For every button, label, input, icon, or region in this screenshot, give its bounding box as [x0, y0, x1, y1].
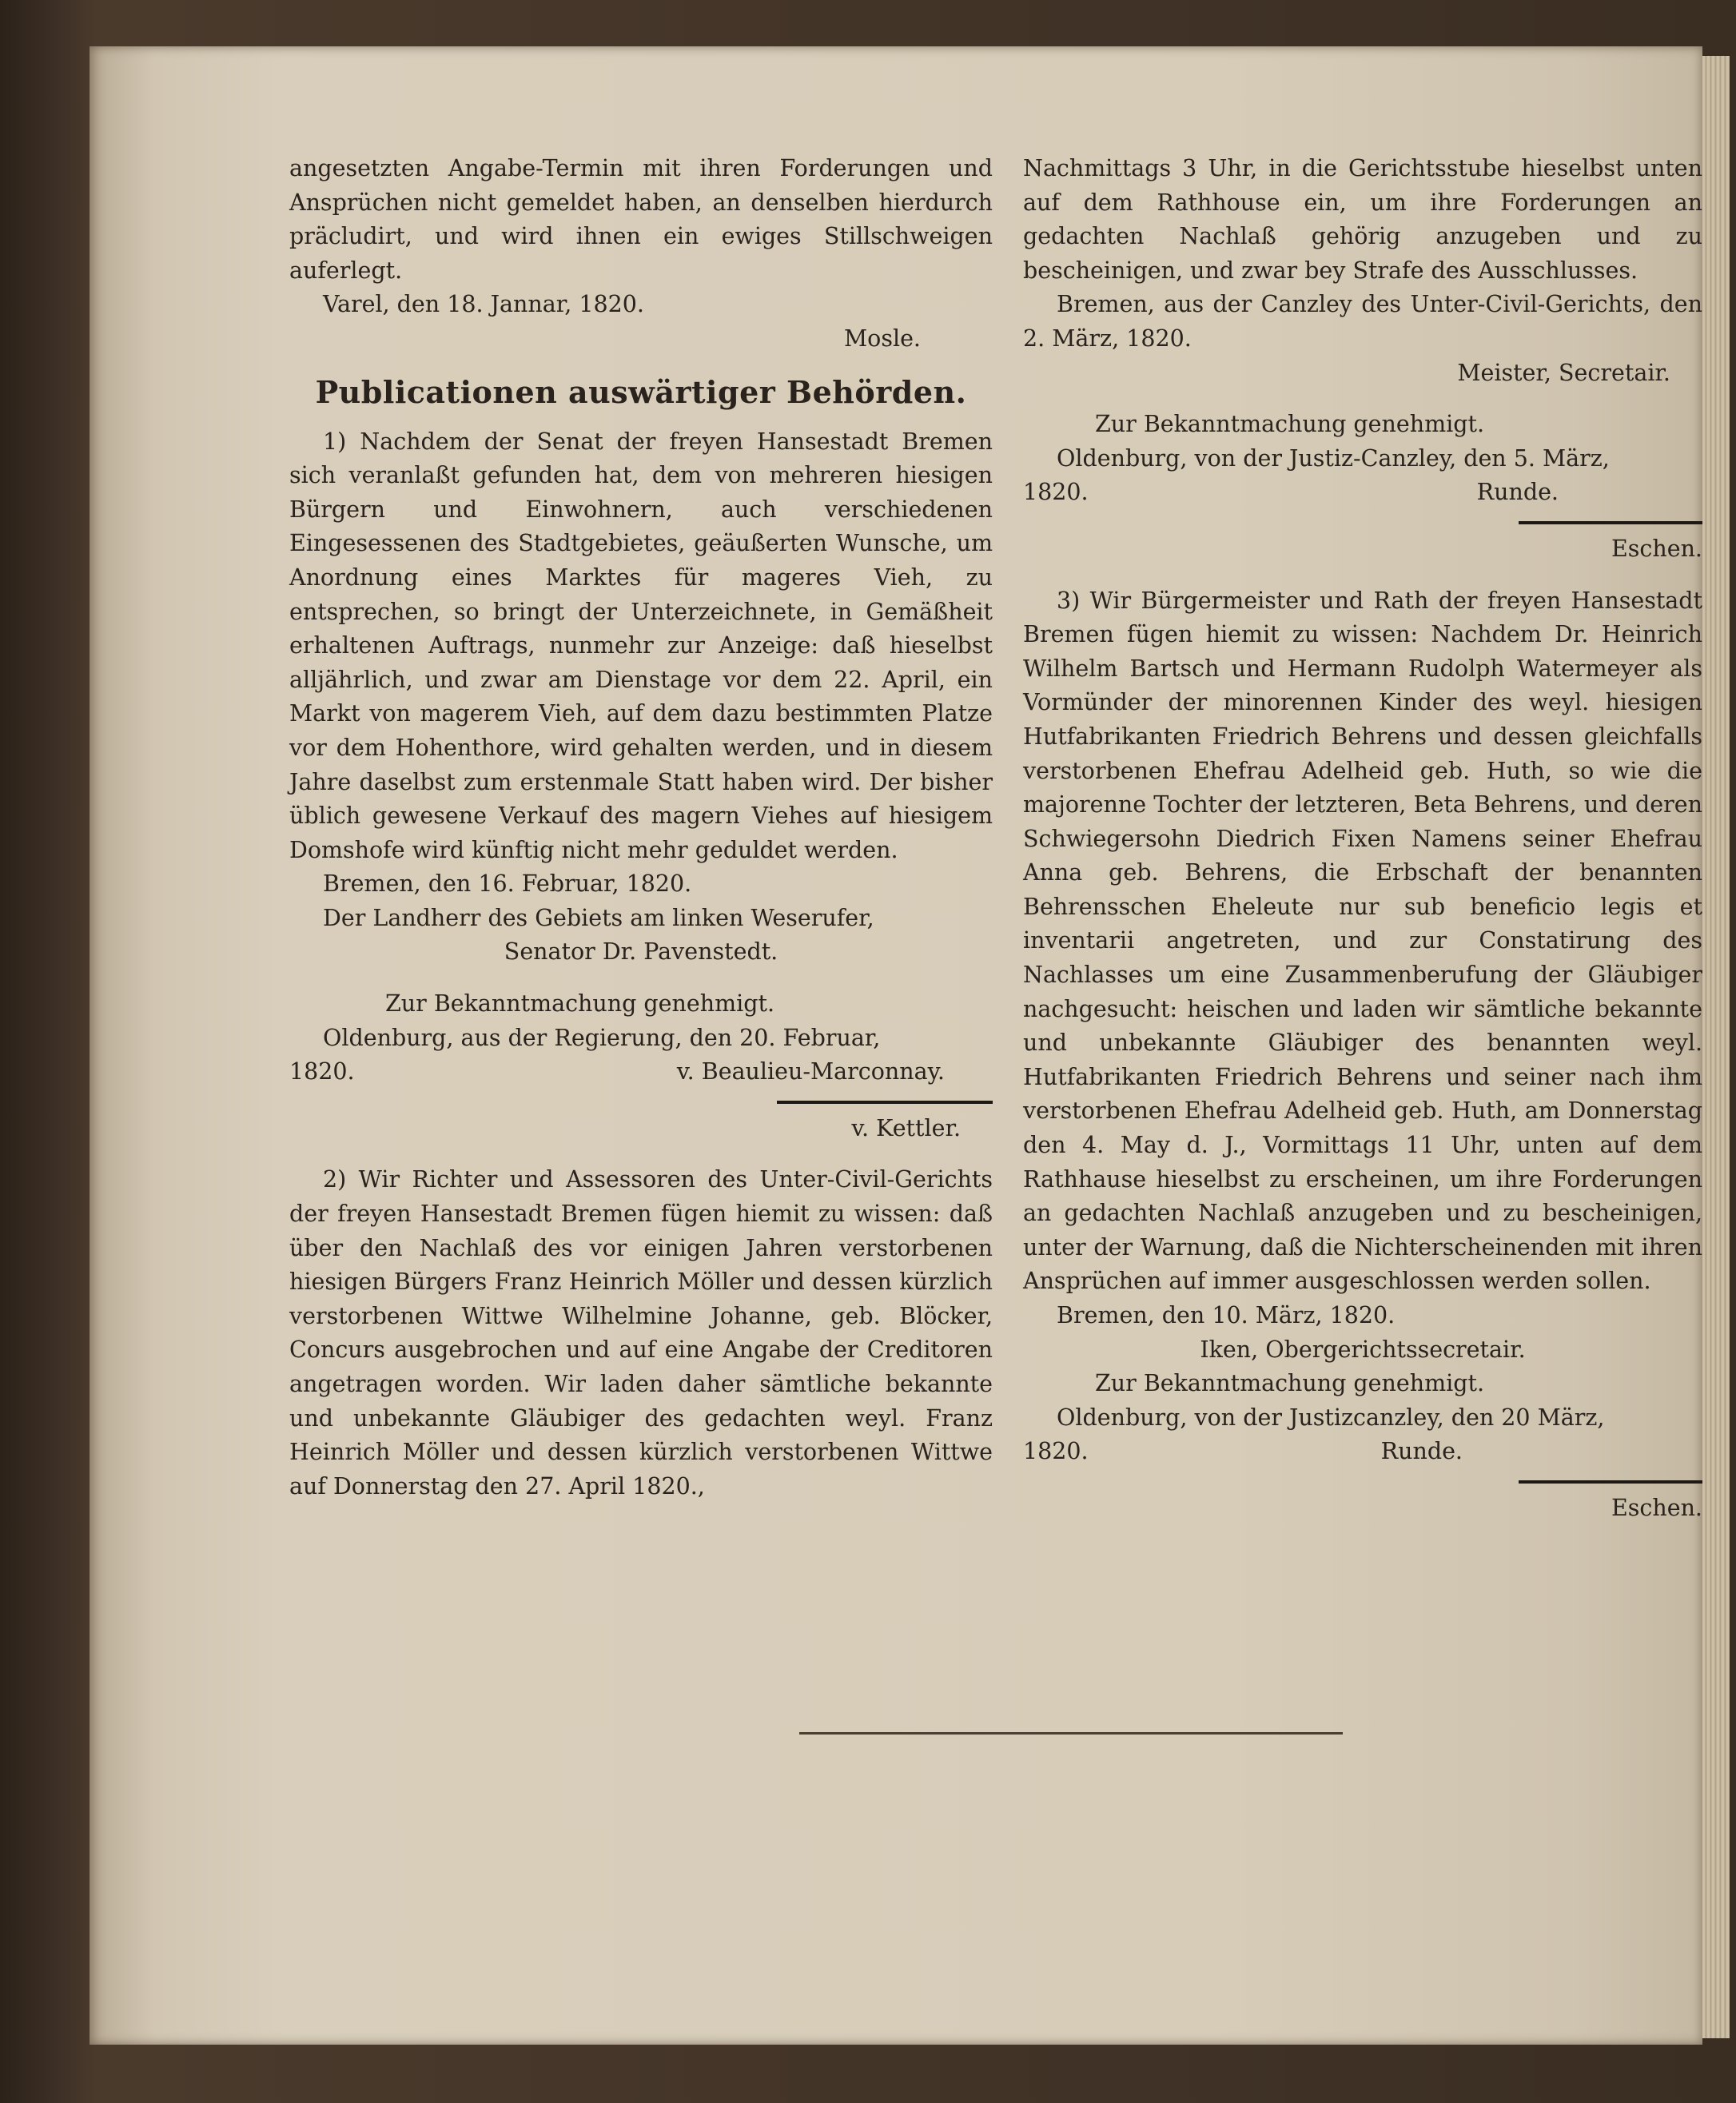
notice-1-signer-line-2: Senator Dr. Pavenstedt. [504, 938, 778, 966]
right-countersign: Eschen. [1611, 535, 1702, 562]
notice-3-number: 3) [1057, 587, 1081, 614]
left-column [289, 152, 993, 1504]
separator-rule [1519, 521, 1702, 524]
right-approval: Zur Bekanntmachung genehmigt. [1095, 411, 1485, 438]
notice-3-approval-place: Oldenburg, von der Justizcanzley, den 20 März, [1057, 1404, 1605, 1431]
right-approval-place: Oldenburg, von der Justiz-Canzley, den 5. März, [1057, 444, 1610, 472]
right-approval-year: 1820. [1023, 479, 1089, 506]
notice-1-number: 1) [323, 428, 347, 455]
notice-3-text: 3) Wir Bürgermeister und Rath der freyen Hansestadt Bremen fügen hiemit zu wissen: Nachdem Dr. Heinrich Wilhelm Bartsch und Hermann Rudolph Watermeyer als Vormünder der minorennen Kinder des weyl. hiesigen Hutfabrikanten Friedrich Behrens und dessen gleichfalls verstorbenen Ehefrau Adelheid geb. Huth, so wie die majorenne Tochter der letzteren, Beta Behrens, und deren Schwiegersohn Diedrich Fixen Namens seiner Ehefrau Anna geb. Behrens, die Erbschaft der benannten Behrensschen Eheleute nur sub beneficio legis et inventarii angetreten, und zur Constatirung des Nachlasses um eine Zusammenberufung der Gläubiger nachgesucht: heischen und laden wir sämtliche bekannte und unbekannte Gläubiger des benannten weyl. Hutfabrikanten Friedrich Behrens und seiner nach ihm verstorbenen Ehefrau Adelheid geb. Huth, am Donnerstag den 4. May d. J., Vormittags 11 Uhr, unten auf dem Rathhause hieselbst zu erscheinen, um ihre Forderungen an gedachten Nachlaß anzugeben und zu bescheinigen, unter der Warnung, daß die Nichterscheinenden mit ihren Ansprüchen auf immer ausgeschlossen werden sollen. [1023, 587, 1703, 1295]
section-heading: Publicationen auswärtiger Behörden. [315, 373, 967, 410]
notice-1-approval-year: 1820. [289, 1058, 355, 1085]
notice-3-signer: Iken, Obergerichtssecretair. [1200, 1336, 1526, 1363]
notice-1-approval-signer: v. Beaulieu-Marconnay. [676, 1058, 945, 1085]
left-carry-over-signer: Mosle. [843, 325, 921, 352]
separator-rule [777, 1101, 993, 1104]
notice-1-signer-line-1: Der Landherr des Gebiets am linken Weserufer, [323, 904, 874, 931]
notice-2-text: 2) Wir Richter und Assessoren des Unter-Civil-Gerichts der freyen Hansestadt Bremen fügen hiemit zu wissen: daß über den Nachlaß des vor einigen Jahren verstorbenen hiesigen Bürgers Franz Heinrich Möller und dessen kürzlich verstorbenen Wittwe Wilhelmine Johanne, geb. Blöcker, Concurs ausgebrochen und auf eine Angabe der Creditoren angetragen worden. Wir laden daher sämtliche bekannte und unbekannte Gläubiger des gedachten weyl. Franz Heinrich Möller und dessen kürzlich verstorbenen Wittwe auf Donnerstag den 27. April 1820., [289, 1166, 993, 1500]
right-carry-over-signer: Meister, Secretair. [1457, 359, 1670, 386]
right-carry-over-date: Bremen, aus der Canzley des Unter-Civil-Gerichts, den 2. März, 1820. [1023, 291, 1702, 352]
right-carry-over-text: Nachmittags 3 Uhr, in die Gerichtsstube hieselbst unten auf dem Rathhouse ein, um ihre Forderungen an gedachten Nachlaß gehörig anzugeben und zu bescheinigen, und zwar bey Strafe des Ausschlusses. [1023, 155, 1702, 284]
notice-1-approval-place: Oldenburg, aus der Regierung, den 20. Februar, [323, 1024, 881, 1051]
separator-rule [1519, 1480, 1702, 1484]
notice-3-date: Bremen, den 10. März, 1820. [1057, 1302, 1396, 1328]
right-approval-signer: Runde. [1476, 479, 1559, 506]
notice-1-date: Bremen, den 16. Februar, 1820. [323, 870, 692, 898]
notice-3-approval: Zur Bekanntmachung genehmigt. [1095, 1370, 1485, 1397]
left-carry-over-text: angesetzten Angabe-Termin mit ihren Forderungen und Ansprüchen nicht gemeldet haben, an denselben hierdurch präcludirt, und wird ihnen ein ewiges Stillschweigen auferlegt. [289, 155, 993, 284]
notice-3-countersign: Eschen. [1611, 1494, 1702, 1521]
notice-2-number: 2) [323, 1166, 347, 1193]
notice-3-approval-signer: Runde. [1380, 1438, 1463, 1465]
notice-1-text: 1) Nachdem der Senat der freyen Hansestadt Bremen sich veranlaßt gefunden hat, dem von mehreren hiesigen Bürgern und Einwohnern, auch verschiedenen Eingesessenen des Stadtgebietes, geäußerten Wunsche, um Anordnung eines Marktes für mageres Vieh, zu entsprechen, so bringt der Unterzeichnete, in Gemäßheit erhaltenen Auftrags, nunmehr zur Anzeige: daß hieselbst alljährlich, und zwar am Dienstage vor dem 22. April, ein Markt von magerem Vieh, auf dem dazu bestimmten Platze vor dem Hohenthore, wird gehalten werden, und in diesem Jahre daselbst zum erstenmale Statt haben wird. Der bisher üblich gewesene Verkauf des magern Viehes auf hiesigem Domshofe wird künftig nicht mehr geduldet werden. [289, 428, 993, 863]
notice-1-approval: Zur Bekanntmachung genehmigt. [385, 990, 775, 1018]
left-carry-over-date: Varel, den 18. Jannar, 1820. [323, 291, 644, 318]
notice-1-countersign: v. Kettler. [851, 1114, 961, 1141]
page-edge [1702, 56, 1730, 2038]
notice-3-approval-year: 1820. [1023, 1438, 1089, 1465]
right-column [1023, 152, 1702, 1526]
bottom-rule [799, 1732, 1343, 1735]
